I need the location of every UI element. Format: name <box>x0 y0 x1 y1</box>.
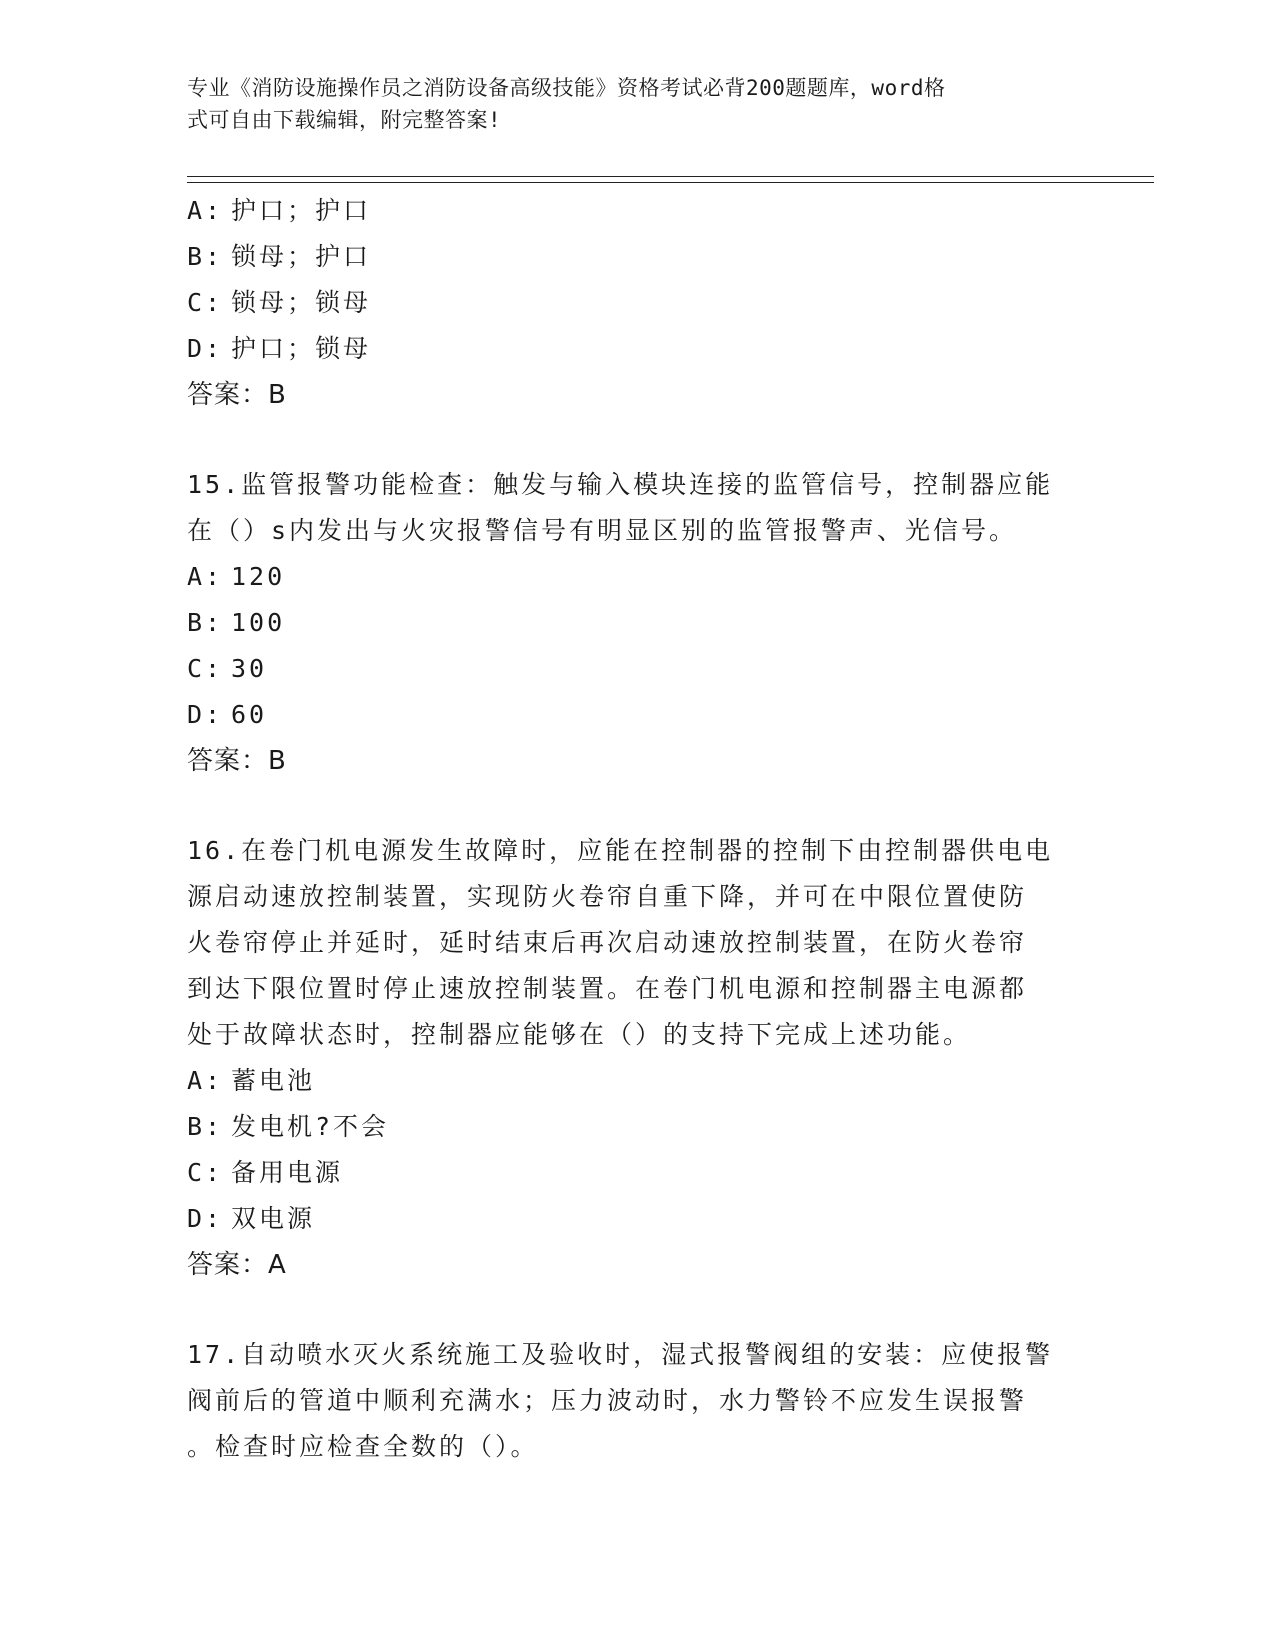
question-14-options <box>187 188 1067 372</box>
header-divider-top <box>187 176 1154 177</box>
option-text: 蓄电池 <box>231 1066 316 1095</box>
option-text: 120 <box>231 562 286 591</box>
option-c <box>187 646 1067 692</box>
question-15-line-2: 在（）s内发出与火灾报警信号有明显区别的监管报警声、光信号。 <box>187 516 1018 545</box>
option-text: 发电机?不会 <box>231 1112 390 1141</box>
option-text: 锁母；护口 <box>231 242 372 271</box>
question-16-line-3: 火卷帘停止并延时，延时结束后再次启动速放控制装置，在防火卷帘 <box>187 928 1028 957</box>
question-17-line-2: 阀前后的管道中顺利充满水；压力波动时，水力警铃不应发生误报警 <box>187 1386 1028 1415</box>
option-d <box>187 692 1067 738</box>
option-text: 60 <box>231 700 268 729</box>
option-a <box>187 1058 1067 1104</box>
option-c <box>187 280 1067 326</box>
option-d <box>187 1196 1067 1242</box>
option-key: D: <box>187 700 224 729</box>
option-text: 30 <box>231 654 268 683</box>
option-b <box>187 600 1067 646</box>
option-key: A: <box>187 1066 224 1095</box>
option-key: A: <box>187 196 224 225</box>
option-text: 100 <box>231 608 286 637</box>
option-text: 护口；护口 <box>231 196 372 225</box>
header-line-2: 式可自由下载编辑，附完整答案! <box>187 108 502 132</box>
question-17-line-1: 17.自动喷水灭火系统施工及验收时，湿式报警阀组的安装：应使报警 <box>187 1340 1054 1369</box>
header-line-1: 专业《消防设施操作员之消防设备高级技能》资格考试必背200题题库，word格 <box>187 76 946 100</box>
spacer <box>187 784 1067 828</box>
question-15-line-1: 15.监管报警功能检查：触发与输入模块连接的监管信号，控制器应能 <box>187 470 1054 499</box>
option-text: 锁母；锁母 <box>231 288 372 317</box>
question-16-stem <box>187 828 1067 1058</box>
question-16-answer: 答案：A <box>187 1250 287 1280</box>
option-key: B: <box>187 1112 224 1141</box>
question-17-line-3: 。检查时应检查全数的（）。 <box>187 1432 539 1461</box>
option-key: C: <box>187 288 224 317</box>
question-15-answer: 答案：B <box>187 746 287 776</box>
question-16-line-5: 处于故障状态时，控制器应能够在（）的支持下完成上述功能。 <box>187 1020 972 1049</box>
question-15-options <box>187 554 1067 738</box>
option-key: B: <box>187 608 224 637</box>
spacer <box>187 418 1067 462</box>
question-17-stem <box>187 1332 1067 1470</box>
spacer <box>187 1288 1067 1332</box>
document-header <box>187 72 1067 136</box>
question-16-line-4: 到达下限位置时停止速放控制装置。在卷门机电源和控制器主电源都 <box>187 974 1028 1003</box>
option-b <box>187 234 1067 280</box>
option-a <box>187 554 1067 600</box>
option-d <box>187 326 1067 372</box>
option-key: C: <box>187 654 224 683</box>
question-15-stem <box>187 462 1067 554</box>
option-key: C: <box>187 1158 224 1187</box>
option-b <box>187 1104 1067 1150</box>
question-16-options <box>187 1058 1067 1242</box>
option-key: A: <box>187 562 224 591</box>
option-text: 备用电源 <box>231 1158 344 1187</box>
option-key: D: <box>187 334 224 363</box>
option-key: B: <box>187 242 224 271</box>
question-16-line-1: 16.在卷门机电源发生故障时，应能在控制器的控制下由控制器供电电 <box>187 836 1054 865</box>
option-text: 双电源 <box>231 1204 316 1233</box>
question-content <box>187 188 1067 1470</box>
question-14-answer: 答案：B <box>187 380 287 410</box>
option-c <box>187 1150 1067 1196</box>
option-key: D: <box>187 1204 224 1233</box>
option-a <box>187 188 1067 234</box>
option-text: 护口；锁母 <box>231 334 372 363</box>
header-divider-bottom <box>187 182 1154 183</box>
question-16-line-2: 源启动速放控制装置，实现防火卷帘自重下降，并可在中限位置使防 <box>187 882 1028 911</box>
